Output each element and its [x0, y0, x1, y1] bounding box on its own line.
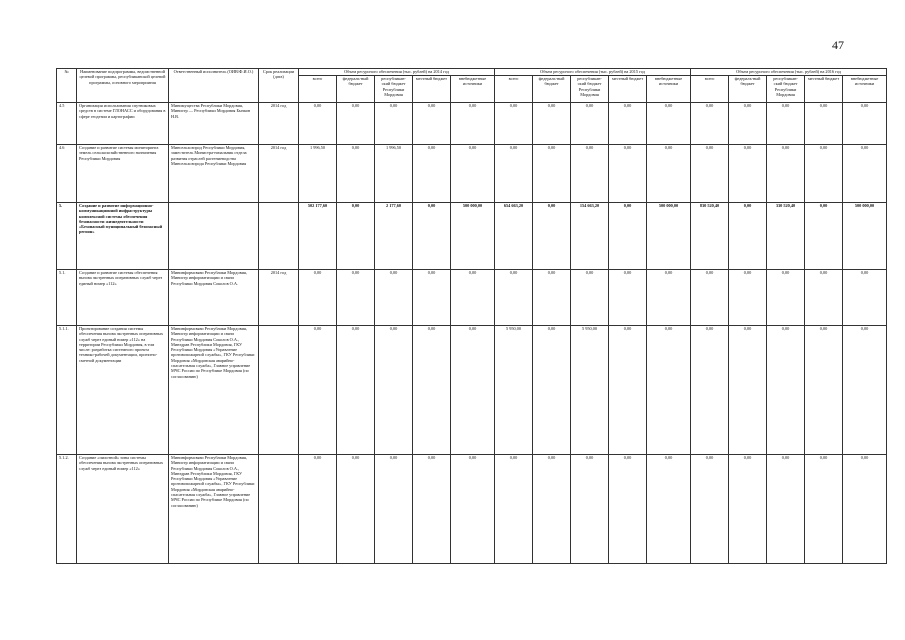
row-value: 0,00 [805, 455, 843, 564]
row-number: 5.1. [57, 270, 77, 326]
row-term: 2014 год [259, 145, 299, 203]
row-value: 830 520,40 [691, 203, 729, 270]
row-value: 0,00 [571, 145, 609, 203]
row-value: 0,00 [767, 326, 805, 455]
subheader-2-1: всего [495, 76, 533, 103]
row-executor: Минимущества Республики Мордовия, Министр — Республики Мордовия Бычков Н.В. [169, 103, 259, 145]
row-value: 1 996,50 [299, 145, 337, 203]
subheader-2-4: местный бюджет [609, 76, 647, 103]
row-value: 0,00 [299, 270, 337, 326]
row-value: 0,00 [729, 203, 767, 270]
row-term [259, 203, 299, 270]
row-name: Создание и развитие системы обеспечения вызова экстренных оперативных служб через единый номер «112» [77, 270, 169, 326]
row-term [259, 326, 299, 455]
row-value: 0,00 [337, 326, 375, 455]
row-value: 0,00 [691, 103, 729, 145]
row-value: 0,00 [609, 326, 647, 455]
row-value: 500 000,00 [451, 203, 495, 270]
table-row [57, 145, 887, 203]
row-value: 5 950,00 [571, 326, 609, 455]
row-value: 0,00 [337, 145, 375, 203]
header-no: № [57, 69, 77, 103]
row-value: 0,00 [843, 326, 887, 455]
row-value: 0,00 [609, 203, 647, 270]
row-value: 0,00 [337, 270, 375, 326]
row-number: 5.1.1. [57, 326, 77, 455]
row-value: 0,00 [729, 455, 767, 564]
row-value: 0,00 [451, 270, 495, 326]
row-value: 0,00 [843, 455, 887, 564]
row-name: Организация использования спутниковых средств в системе ГЛОНАСС и оборудования в сфере геодезии и картографии [77, 103, 169, 145]
table-row [57, 270, 887, 326]
row-value: 0,00 [805, 103, 843, 145]
row-value: 0,00 [571, 103, 609, 145]
row-value: 0,00 [767, 270, 805, 326]
row-value: 0,00 [375, 455, 413, 564]
row-value: 0,00 [495, 455, 533, 564]
row-value: 0,00 [533, 145, 571, 203]
row-term: 2014 год [259, 270, 299, 326]
row-value: 2 177,60 [375, 203, 413, 270]
row-value: 0,00 [647, 103, 691, 145]
row-value: 0,00 [413, 145, 451, 203]
row-value: 0,00 [843, 145, 887, 203]
page-number: 47 [832, 38, 844, 52]
row-value: 0,00 [495, 270, 533, 326]
subheader-1-3: республикан-ский бюджет Республики Мордовия [375, 76, 413, 103]
row-value: 0,00 [451, 326, 495, 455]
row-value: 0,00 [609, 455, 647, 564]
row-term: 2014 год [259, 103, 299, 145]
row-value: 654 663,20 [495, 203, 533, 270]
table-row [57, 455, 887, 564]
budget-table [56, 68, 887, 564]
row-value: 0,00 [451, 145, 495, 203]
row-value: 5 950,00 [495, 326, 533, 455]
row-value: 0,00 [375, 103, 413, 145]
row-value: 0,00 [805, 270, 843, 326]
row-value: 0,00 [729, 103, 767, 145]
row-value: 0,00 [533, 103, 571, 145]
subheader-2-3: республикан-ский бюджет Республики Мордовия [571, 76, 609, 103]
row-value: 0,00 [729, 145, 767, 203]
row-value: 0,00 [451, 103, 495, 145]
row-value: 0,00 [413, 455, 451, 564]
row-value: 0,00 [413, 203, 451, 270]
subheader-1-2: федераль-ный бюджет [337, 76, 375, 103]
row-value: 0,00 [805, 145, 843, 203]
subheader-3-2: федераль-ный бюджет [729, 76, 767, 103]
row-value: 0,00 [609, 270, 647, 326]
row-value: 0,00 [451, 455, 495, 564]
row-value: 0,00 [375, 326, 413, 455]
row-value: 0,00 [571, 270, 609, 326]
row-value: 0,00 [495, 145, 533, 203]
header-term: Срок реализации (дата) [259, 69, 299, 103]
row-value: 0,00 [533, 326, 571, 455]
row-value: 0,00 [767, 455, 805, 564]
row-number: 5.1.2. [57, 455, 77, 564]
header-year-2016: Объем ресурсного обеспечения (тыс. рублей) на 2016 год [691, 69, 887, 76]
row-executor: Мининформсвязи Республики Мордовия, Министр информатизации и связи Республики Мордовия Соколов О.А., Минздрав Республики Мордовия, ГКУ Республики Мордовия «Управление противопожарной службы», ГКУ Республики Мордовия «Мордовская аварийно-спасательная служба», Главное управление МЧС России по Республике Мордовия (по согласованию) [169, 455, 259, 564]
row-value: 502 177,60 [299, 203, 337, 270]
subheader-3-4: местный бюджет [805, 76, 843, 103]
row-number: 5. [57, 203, 77, 270]
subheader-2-5: внебюджетные источники [647, 76, 691, 103]
row-value: 0,00 [495, 103, 533, 145]
row-term [259, 455, 299, 564]
row-value: 0,00 [843, 270, 887, 326]
row-value: 0,00 [337, 103, 375, 145]
subheader-1-1: всего [299, 76, 337, 103]
row-value: 0,00 [843, 103, 887, 145]
row-value: 0,00 [729, 270, 767, 326]
row-name: Создание и развитие системы мониторинга земель сельскохозяйственного назначения Республики Мордовия [77, 145, 169, 203]
row-executor [169, 203, 259, 270]
subheader-2-2: федераль-ный бюджет [533, 76, 571, 103]
row-number: 4.6 [57, 145, 77, 203]
row-value: 0,00 [609, 145, 647, 203]
subheader-1-4: местный бюджет [413, 76, 451, 103]
row-value: 0,00 [691, 270, 729, 326]
header-executor: Ответственный исполнитель (ОИВ/Ф.И.О.) [169, 69, 259, 103]
row-value: 0,00 [571, 455, 609, 564]
row-value: 0,00 [533, 455, 571, 564]
row-value: 0,00 [413, 326, 451, 455]
row-value: 0,00 [691, 455, 729, 564]
row-value: 0,00 [729, 326, 767, 455]
row-value: 500 000,00 [647, 203, 691, 270]
row-value: 0,00 [767, 145, 805, 203]
row-value: 0,00 [299, 103, 337, 145]
row-value: 500 000,00 [843, 203, 887, 270]
header-year-2015: Объем ресурсного обеспечения (тыс. рублей) на 2015 год [495, 69, 691, 76]
row-value: 0,00 [413, 270, 451, 326]
row-value: 0,00 [609, 103, 647, 145]
row-value: 330 520,40 [767, 203, 805, 270]
subheader-3-5: внебюджетные источники [843, 76, 887, 103]
row-name: Создание «пилотной» зоны системы обеспечения вызова экстренных оперативных служб через единый номер «112» [77, 455, 169, 564]
table-row [57, 326, 887, 455]
row-number: 4.5 [57, 103, 77, 145]
header-name: Наименование подпрограммы, ведомственной целевой программы, республиканской целевой программы, основного мероприятия [77, 69, 169, 103]
row-value: 0,00 [647, 270, 691, 326]
row-name: Проектирование создания системы обеспечения вызова экстренных оперативных служб через единый номер «112» на территории Республики Мордовия, в том числе: разработка системного проекта технико-рабочей документации, проектно-сметной документации [77, 326, 169, 455]
row-value: 0,00 [805, 326, 843, 455]
row-executor: Мининформсвязи Республики Мордовия, Министр информатизации и связи Республики Мордовия Соколов О.А. [169, 270, 259, 326]
row-executor: Минсельхозпрод Республики Мордовия, заместитель Министра-начальник отдела развития отраслей растениеводства Минсельхозпрода Республики Мордовия [169, 145, 259, 203]
row-value: 0,00 [337, 203, 375, 270]
table-row [57, 103, 887, 145]
subheader-1-5: внебюджетные источники [451, 76, 495, 103]
row-value: 0,00 [413, 103, 451, 145]
row-value: 0,00 [691, 145, 729, 203]
row-value: 0,00 [647, 145, 691, 203]
subheader-3-1: всего [691, 76, 729, 103]
row-value: 1 996,50 [375, 145, 413, 203]
header-year-2014: Объем ресурсного обеспечения (тыс. рублей) на 2014 год [299, 69, 495, 76]
row-value: 0,00 [647, 326, 691, 455]
row-value: 0,00 [299, 455, 337, 564]
row-name: Создание и развитие информационно-коммуникационной инфраструктуры комплексной системы обеспечения безопасности жизнедеятельности «Безопасный муниципальный безопасный регион» [77, 203, 169, 270]
row-value: 0,00 [299, 326, 337, 455]
row-value: 0,00 [647, 455, 691, 564]
row-value: 0,00 [767, 103, 805, 145]
subheader-3-3: республикан-ский бюджет Республики Мордовия [767, 76, 805, 103]
row-value: 0,00 [533, 270, 571, 326]
row-value: 0,00 [533, 203, 571, 270]
row-executor: Мининформсвязи Республики Мордовия, Министр информатизации и связи Республики Мордовия Соколов О.А., Минздрав Республики Мордовия, ГКУ Республики Мордовия «Управление противопожарной службы», ГКУ Республики Мордовия «Мордовская аварийно-спасательная служба», Главное управление МЧС России по Республике Мордовия (по согласованию) [169, 326, 259, 455]
row-value: 0,00 [805, 203, 843, 270]
row-value: 0,00 [375, 270, 413, 326]
row-value: 0,00 [337, 455, 375, 564]
row-value: 154 663,20 [571, 203, 609, 270]
row-value: 0,00 [691, 326, 729, 455]
table-row [57, 203, 887, 270]
